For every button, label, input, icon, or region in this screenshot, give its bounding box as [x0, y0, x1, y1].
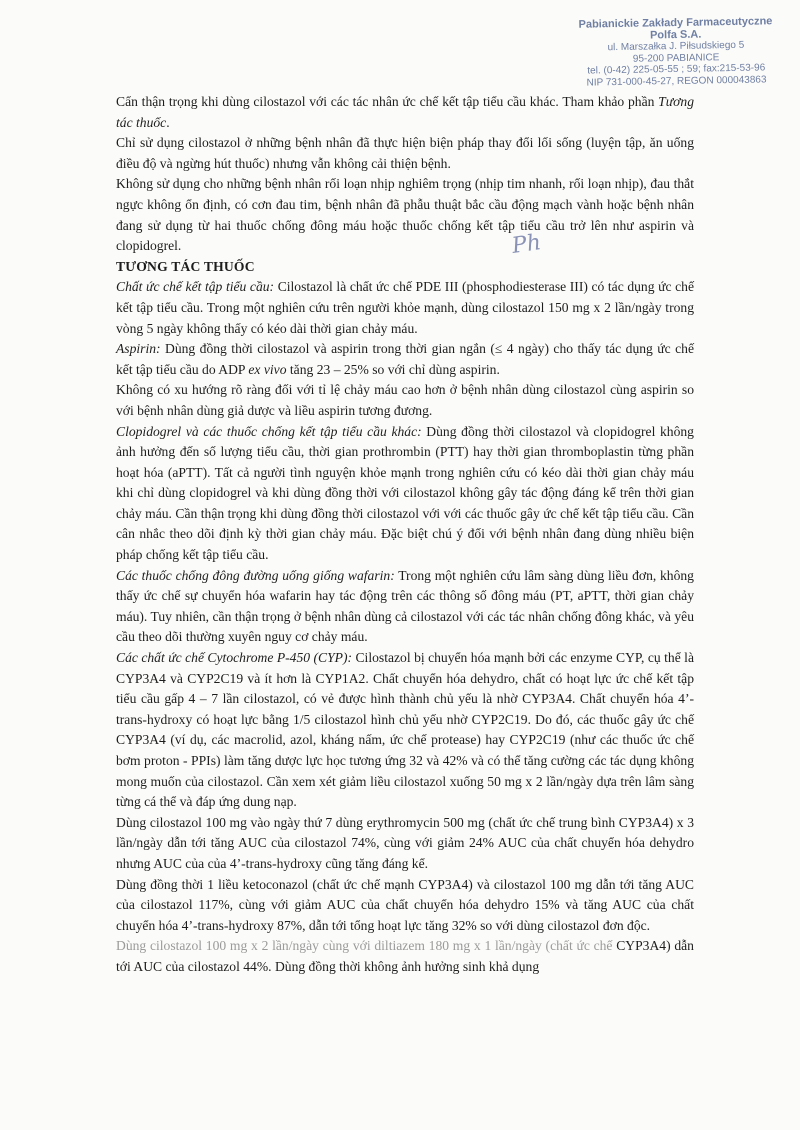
stamp-company-suffix: Polfa S.A. [649, 28, 702, 41]
contraindication-paragraph: Không sử dụng cho những bệnh nhân rối loạn nhịp nghiêm trọng (nhịp tim nhanh, rối loạn nhịp), đau thắt ngực không ổn định, có cơn đau tim, bệnh nhân đã phẫu thuật bắc cầu động mạch vành hoặc bệnh nhân đang sử dụng từ hai thuốc chống đông máu hoặc thuốc chống kết tập tiểu cầu trở lên như aspirin và clopidogrel. [116, 176, 694, 254]
handwritten-initials: Ph [510, 230, 543, 259]
antiplatelet-label: Chất ức chế kết tập tiểu cầu: [116, 279, 275, 295]
stamp-company-name: Pabianickie Zakłady Farmaceutyczne [578, 15, 773, 31]
stamp-tax-ids: NIP 731-000-45-27, REGON 000043863 [586, 73, 767, 89]
cyp-label: Các chất ức chế Cytochrome P-450 (CYP): [116, 650, 353, 666]
erythromycin-paragraph: Dùng cilostazol 100 mg vào ngày thứ 7 dùng erythromycin 500 mg (chất ức chế trung bình CYP3A4) x 3 lần/ngày dẫn tới tăng AUC của cilostazol 74%, cùng với giảm 24% AUC của chất chuyển hóa dehydro nhưng AUC của của 4’-trans-hydroxy cũng tăng đáng kể. [116, 814, 694, 871]
document-body [116, 92, 694, 978]
cross-reference: Tương tác thuốc [116, 94, 694, 130]
aspirin-paragraph: Aspirin: Dùng đồng thời cilostazol và aspirin trong thời gian ngắn (≤ 4 ngày) cho thấy tác dụng ức chế kết tập tiểu cầu do ADP ex vivo tăng 23 – 25% so với chỉ dùng aspirin. [116, 341, 694, 377]
lifestyle-paragraph: Chỉ sử dụng cilostazol ở những bệnh nhân đã thực hiện biện pháp thay đổi lối sống (luyện tập, ăn uống điều độ và ngừng hút thuốc) nhưng vẫn không cải thiện bệnh. [116, 135, 694, 171]
stamp-postcode: 95-200 PABIANICE [632, 51, 720, 65]
stamp-address: ul. Marszałka J. Piłsudskiego 5 [607, 39, 745, 54]
antiplatelet-paragraph: Chất ức chế kết tập tiểu cầu: Cilostazol là chất ức chế PDE III (phosphodiesterase III) có tác dụng ức chế kết tập tiểu cầu. Trong một nghiên cứu trên người khỏe mạnh, dùng cilostazol 150 mg x 2 lần/ngày trong vòng 5 ngày không thấy có kéo dài thời gian chảy máu. [116, 279, 694, 336]
aspirin-bleeding-paragraph: Không có xu hướng rõ ràng đối với tỉ lệ chảy máu cao hơn ở bệnh nhân dùng cilostazol cùng aspirin so với bệnh nhân dùng giả dược và liều aspirin tương đương. [116, 382, 694, 418]
clopidogrel-label: Clopidogrel và các thuốc chống kết tập tiểu cầu khác: [116, 423, 422, 439]
company-stamp [559, 16, 792, 89]
precaution-paragraph: Cẩn thận trọng khi dùng cilostazol với các tác nhân ức chế kết tập tiểu cầu khác. Tham khảo phần Tương tác thuốc. [116, 94, 694, 130]
warfarin-paragraph: Các thuốc chống đông đường uống giống wafarin: Trong một nghiên cứu lâm sàng dùng liều đơn, không thấy ức chế sự chuyển hóa wafarin hay tác động trên các thông số đông máu (PT, aPTT, thời gian chảy máu). Tuy nhiên, cần thận trọng ở bệnh nhân dùng cả cilostazol với các tác nhân chống đông khác, và yêu cầu theo dõi thường xuyên nguy cơ chảy máu. [116, 567, 694, 645]
diltiazem-paragraph: Dùng cilostazol 100 mg x 2 lần/ngày cùng với diltiazem 180 mg x 1 lần/ngày (chất ức chế CYP3A4) dẫn tới AUC của cilostazol 44%. Dùng đồng thời không ảnh hưởng sinh khả dụng [116, 938, 694, 974]
warfarin-label: Các thuốc chống đông đường uống giống wafarin: [116, 567, 395, 583]
cyp-paragraph: Các chất ức chế Cytochrome P-450 (CYP): Cilostazol bị chuyển hóa mạnh bởi các enzyme CYP, cụ thể là CYP3A4 và CYP2C19 và ít hơn là CYP1A2. Chất chuyển hóa dehydro, chất có hoạt lực ức chế kết tập tiểu cầu gấp 4 – 7 lần cilostazol, có vẻ được hình thành chủ yếu là nhờ CYP3A4. Chất chuyển hóa 4’-trans-hydroxy có hoạt lực bằng 1/5 cilostazol hình chủ yếu nhờ CYP2C19. Do đó, các thuốc gây ức chế CYP3A4 (ví dụ, các macrolid, azol, kháng nấm, ức chế protease) hay CYP2C19 (như các thuốc ức chế bơm proton - PPIs) làm tăng dược lực học tương ứng 32 và 42% và có thể tăng cường các tác dụng không mong muốn của cilostazol. Cần xem xét giảm liều cilostazol xuống 50 mg x 2 lần/ngày dựa trên lâm sàng từng cá thể và đáp ứng dung nạp. [116, 650, 694, 810]
aspirin-label: Aspirin: [116, 341, 161, 357]
section-heading: TƯƠNG TÁC THUỐC [116, 258, 255, 274]
clopidogrel-paragraph: Clopidogrel và các thuốc chống kết tập tiểu cầu khác: Dùng đồng thời cilostazol và clopidogrel không ảnh hưởng đến số lượng tiểu cầu, thời gian prothrombin (PTT) hay thời gian thromboplastin từng phần hoạt hóa (aPTT). Tất cả người tình nguyện khỏe mạnh trong nghiên cứu có kéo dài thời gian chảy máu khi chỉ dùng clopidogrel và khi dùng đồng thời với cilostazol không gây tác động đáng kể trên thời gian chảy máu. Cần thận trọng khi dùng đồng thời cilostazol với với các thuốc gây ức chế kết tập tiểu cầu. Cần cân nhắc theo dõi định kỳ thời gian chảy máu. Đặc biệt chú ý đối với bệnh nhân đang dùng nhiều biện pháp chống kết tập tiểu cầu. [116, 423, 694, 563]
ketoconazol-paragraph: Dùng đồng thời 1 liều ketoconazol (chất ức chế mạnh CYP3A4) và cilostazol 100 mg dẫn tới tăng AUC của cilostazol 117%, cùng với giảm AUC của chất chuyển hóa dehydro 15% và tăng AUC của chất chuyển hóa 4’-trans-hydroxy 87%, dẫn tới tổng hoạt lực tăng 32% so với dùng cilostazol đơn độc. [116, 876, 694, 933]
stamp-phone: tel. (0-42) 225-05-55 ; 59; fax:215-53-96 [587, 62, 766, 77]
